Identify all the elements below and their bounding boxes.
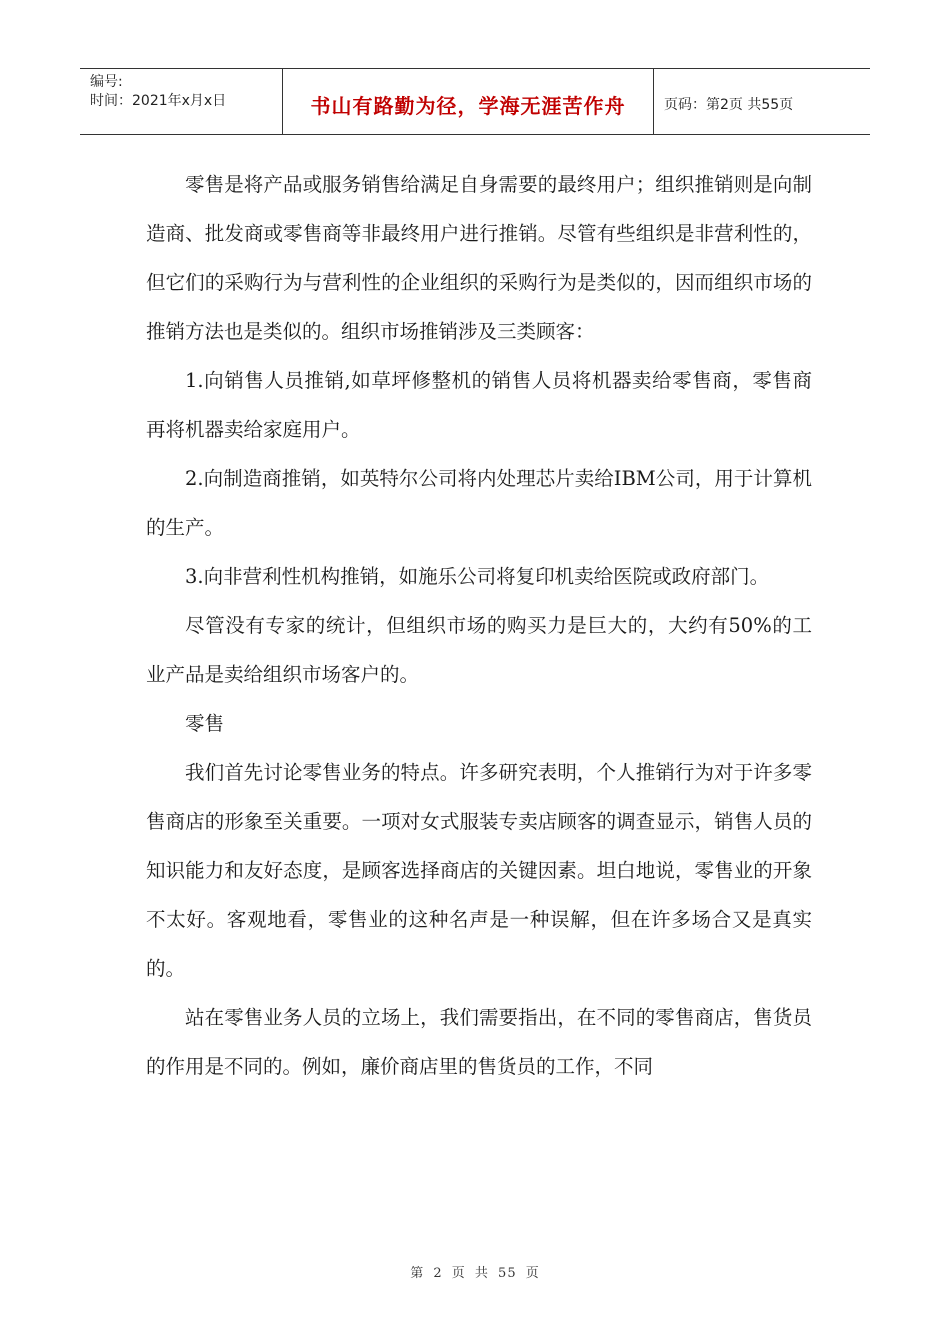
paragraph: 站在零售业务人员的立场上，我们需要指出，在不同的零售商店，售货员的作用是不同的。例如，廉价商店里的售货员的工作，不同: [146, 1006, 812, 1078]
header-motto: 书山有路勤为径，学海无涯苦作舟: [282, 69, 654, 134]
header-page-info: 页码：第2页 共55页: [664, 96, 794, 113]
paragraph: 尽管没有专家的统计，但组织市场的购买力是巨大的，大约有50%的工业产品是卖给组织市场客户的。: [146, 614, 812, 686]
paragraph: 我们首先讨论零售业务的特点。许多研究表明，个人推销行为对于许多零售商店的形象至关重要。一项对女式服装专卖店顾客的调查显示，销售人员的知识能力和友好态度，是顾客选择商店的关键因素。坦白地说，零售业的开象不太好。客观地看，零售业的这种名声是一种误解，但在许多场合又是真实的。: [146, 761, 812, 980]
document-body: [146, 160, 812, 1091]
paragraph: 2.向制造商推销，如英特尔公司将内处理芯片卖给IBM公司，用于计算机的生产。: [146, 467, 812, 539]
paragraph: 1.向销售人员推销,如草坪修整机的销售人员将机器卖给零售商，零售商再将机器卖给家庭用户。: [146, 369, 812, 441]
page-footer: 第 2 页 共 55 页: [410, 1266, 540, 1281]
page-header: [80, 68, 870, 135]
document-number-label: 编号:: [90, 74, 123, 90]
section-heading: 零售: [185, 712, 225, 735]
document-time-label: 时间：2021年x月x日: [90, 93, 227, 109]
paragraph: 零售是将产品或服务销售给满足自身需要的最终用户；组织推销则是向制造商、批发商或零售商等非最终用户进行推销。尽管有些组织是非营利性的，但它们的采购行为与营利性的企业组织的采购行为是类似的，因而组织市场的推销方法也是类似的。组织市场推销涉及三类顾客：: [146, 173, 812, 343]
header-meta: [80, 69, 282, 134]
paragraph: 3.向非营利性机构推销，如施乐公司将复印机卖给医院或政府部门。: [185, 565, 770, 588]
